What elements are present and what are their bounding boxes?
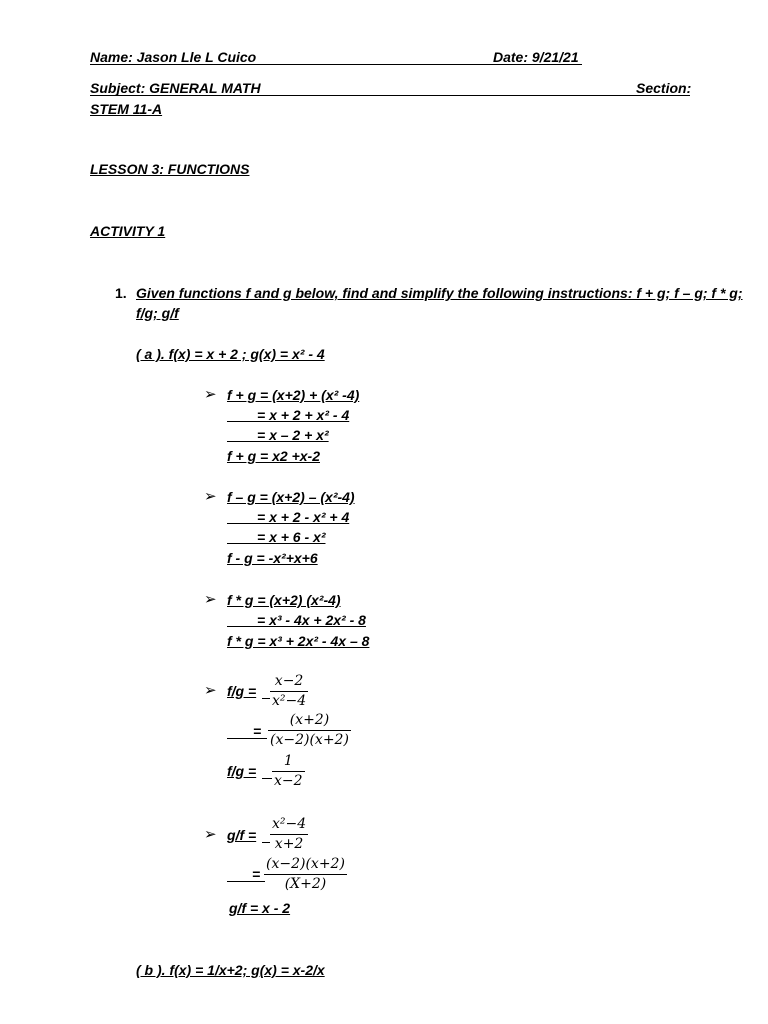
subject-field: Subject: GENERAL MATH xyxy=(90,80,261,96)
fg-fraction-1-den: x²−4 xyxy=(272,693,307,709)
fg-label: f/g = xyxy=(227,683,257,699)
prod-step-2: = x³ - 4x + 2x² - 8 xyxy=(257,612,366,628)
activity-title: ACTIVITY 1 xyxy=(90,223,166,239)
gf-fraction-1-num: x²−4 xyxy=(272,816,307,832)
arrow-bullet-icon: ➢ xyxy=(204,682,217,699)
lesson-title: LESSON 3: FUNCTIONS xyxy=(90,161,250,177)
diff-result: f - g = -x²+x+6 xyxy=(227,550,318,566)
name-field: Name: Jason Lle L Cuico xyxy=(90,49,257,65)
sum-step-2: = x + 2 + x² - 4 xyxy=(257,407,350,423)
fg-fraction-2-num: (x+2) xyxy=(289,712,330,728)
arrow-bullet-icon: ➢ xyxy=(204,591,217,608)
fg-result-fraction xyxy=(272,752,305,791)
fg-step-2-eq: = xyxy=(253,723,262,739)
part-a-label: ( a ). f(x) = x + 2 ; g(x) = x² - 4 xyxy=(136,346,325,362)
fg-fraction-1 xyxy=(270,672,308,711)
sum-step-1: f + g = (x+2) + (x² -4) xyxy=(227,387,360,403)
gf-label: g/f = xyxy=(227,827,257,843)
fg-result-rule xyxy=(262,778,272,779)
arrow-bullet-icon: ➢ xyxy=(204,826,217,843)
fg-result-num: 1 xyxy=(283,753,293,769)
fg-result-den: x−2 xyxy=(274,773,303,789)
sum-step-3: = x – 2 + x² xyxy=(257,427,329,443)
date-field: Date: 9/21/21 xyxy=(493,49,579,65)
sum-result: f + g = x2 +x-2 xyxy=(227,448,320,464)
question-number: 1. xyxy=(115,285,127,301)
gf-fraction-2 xyxy=(264,855,347,894)
gf-step-2-eq: = xyxy=(252,866,261,882)
diff-step-3-rule xyxy=(227,543,257,544)
fg-fraction-2 xyxy=(268,711,351,750)
gf-result: g/f = x - 2 xyxy=(229,900,291,916)
arrow-bullet-icon: ➢ xyxy=(204,488,217,505)
subject-underline xyxy=(90,95,690,96)
question-line-2: f/g; g/f xyxy=(136,305,179,321)
part-b-label: ( b ). f(x) = 1/x+2; g(x) = x-2/x xyxy=(136,962,325,978)
sum-step-3-rule xyxy=(227,441,257,442)
sum-step-2-rule xyxy=(227,421,257,422)
diff-step-3: = x + 6 - x² xyxy=(257,529,326,545)
fg-fraction-2-den: (x−2)(x+2) xyxy=(270,732,349,748)
prod-result: f * g = x³ + 2x² - 4x – 8 xyxy=(227,633,370,649)
gf-fraction-1-den: x+2 xyxy=(274,836,304,852)
diff-step-2-rule xyxy=(227,523,257,524)
gf-label-rule xyxy=(262,842,270,843)
fg-label-rule xyxy=(262,698,270,699)
section-field: Section: xyxy=(636,80,692,96)
gf-fraction-1 xyxy=(270,815,308,854)
prod-step-2-rule xyxy=(227,626,257,627)
gf-fraction-2-num: (x−2)(x+2) xyxy=(266,856,345,872)
strand-field: STEM 11-A xyxy=(90,101,163,117)
gf-fraction-2-den: (X+2) xyxy=(284,876,327,892)
diff-step-1: f – g = (x+2) – (x²-4) xyxy=(227,489,355,505)
fg-result-label: f/g = xyxy=(227,763,257,779)
question-line-1: Given functions f and g below, find and simplify the following instructions: f + g; f – g; f * g; xyxy=(136,285,743,301)
prod-step-1: f * g = (x+2) (x²-4) xyxy=(227,592,341,608)
arrow-bullet-icon: ➢ xyxy=(204,386,217,403)
fg-fraction-1-num: x−2 xyxy=(274,673,304,689)
diff-step-2: = x + 2 - x² + 4 xyxy=(257,509,350,525)
